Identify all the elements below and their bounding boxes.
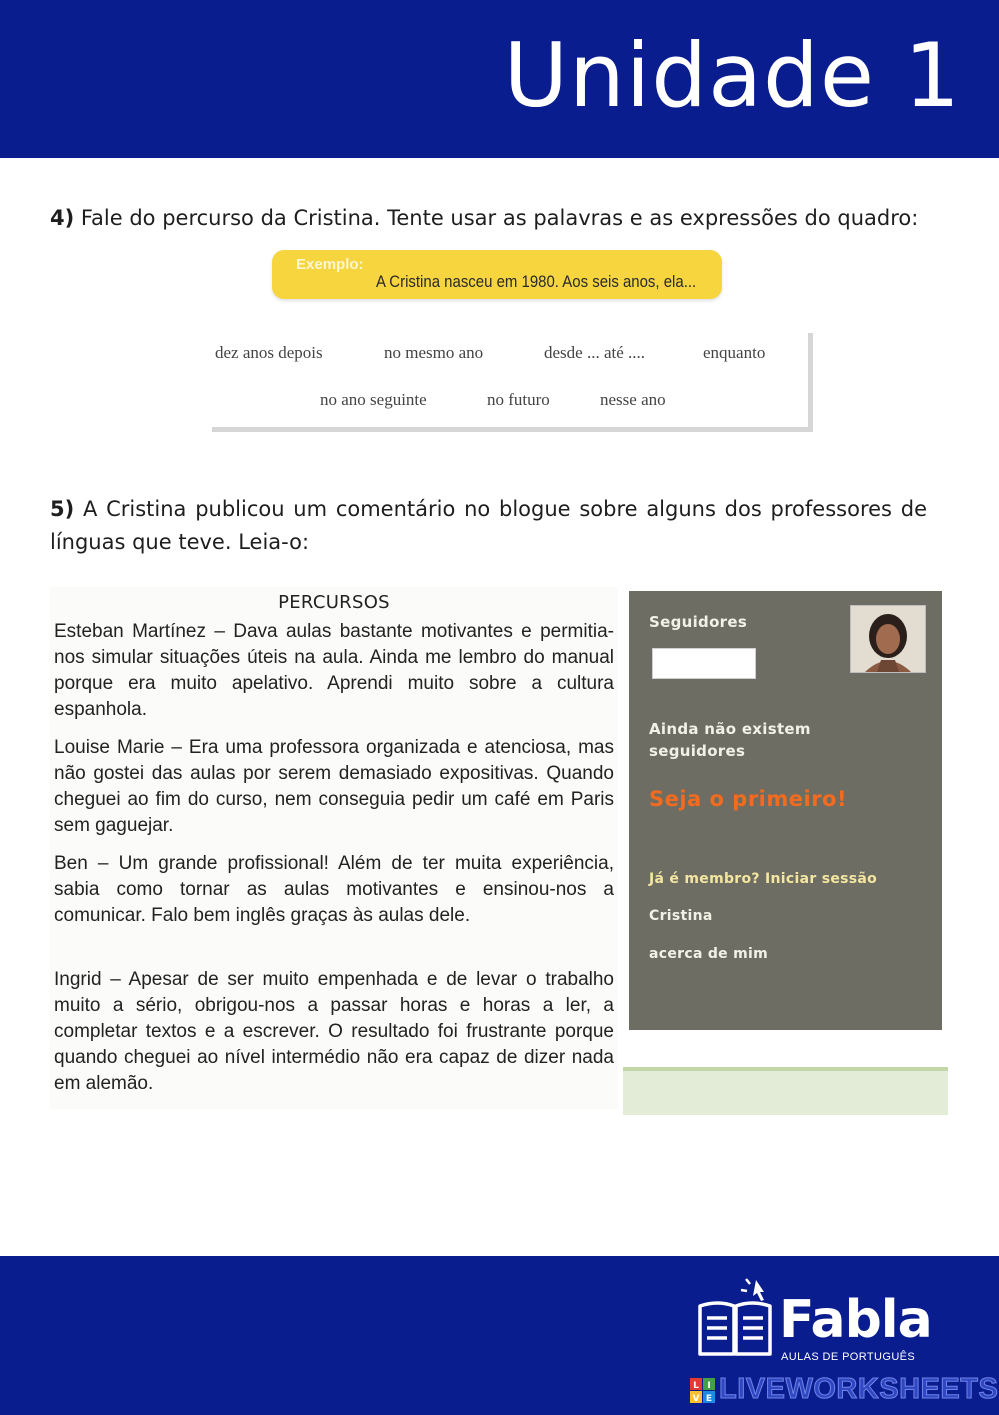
question-4 bbox=[50, 202, 930, 235]
word-item: desde ... até .... bbox=[544, 343, 646, 362]
example-label: Exemplo: bbox=[296, 256, 364, 273]
question-5 bbox=[50, 493, 927, 559]
question-4-number: 4) bbox=[50, 206, 75, 230]
blog-sidebar bbox=[629, 591, 942, 1030]
reading-paragraph: Esteban Martínez – Dava aulas bastante motivantes e permitia-nos simular situações úteis na aula. Ainda me lembro do manual porque era muito apelativo. Aprendi muito sobre a cultura espanhola. bbox=[54, 621, 614, 720]
profile-name-link[interactable]: Cristina bbox=[649, 908, 713, 924]
book-logo-icon bbox=[694, 1276, 776, 1362]
question-5-text: A Cristina publicou um comentário no blogue sobre alguns dos professores de línguas que teve. Leia-o: bbox=[50, 497, 927, 554]
no-followers-line-1: Ainda não existem bbox=[649, 720, 811, 738]
followers-box bbox=[652, 648, 756, 679]
page-title: Unidade 1 bbox=[503, 24, 961, 127]
word-item: enquanto bbox=[703, 343, 766, 362]
badge-letter: I bbox=[707, 1381, 711, 1391]
word-box bbox=[212, 333, 813, 432]
reading-title: PERCURSOS bbox=[278, 592, 390, 613]
login-link[interactable]: Já é membro? Iniciar sessão bbox=[649, 871, 878, 887]
be-first-link[interactable]: Seja o primeiro! bbox=[649, 787, 848, 811]
followers-label: Seguidores bbox=[649, 613, 748, 631]
avatar bbox=[850, 605, 926, 673]
example-banner bbox=[272, 250, 722, 299]
liveworksheets-logo-icon bbox=[690, 1378, 716, 1404]
word-item: no ano seguinte bbox=[320, 390, 427, 409]
badge-letter: E bbox=[705, 1394, 713, 1404]
example-text: A Cristina nasceu em 1980. Aos seis anos, ela... bbox=[376, 272, 697, 291]
no-followers-line-2: seguidores bbox=[649, 742, 746, 760]
question-5-number: 5) bbox=[50, 497, 75, 521]
brand-name: Fabla bbox=[779, 1290, 932, 1350]
about-me-link[interactable]: acerca de mim bbox=[649, 946, 769, 962]
word-item: no mesmo ano bbox=[384, 343, 484, 362]
liveworksheets-watermark: LIVEWORKSHEETS bbox=[719, 1373, 999, 1405]
reading-paragraph: Ben – Um grande profissional! Além de ter muita experiência, sabia como tornar as aulas motivantes e ensinou-nos a comunicar. Falo bem inglês graças às aulas dele. bbox=[54, 853, 614, 926]
badge-letter: V bbox=[692, 1394, 700, 1404]
reading-paragraph: Louise Marie – Era uma professora organizada e atenciosa, mas não gostei das aulas por serem demasiado expositivas. Quando cheguei ao fim do curso, nem conseguia pedir um café em Paris sem gaguejar. bbox=[54, 737, 614, 836]
reading-text bbox=[50, 587, 618, 1109]
header-band bbox=[0, 0, 999, 158]
word-item: dez anos depois bbox=[215, 343, 323, 362]
brand-tagline: AULAS DE PORTUGUÊS bbox=[781, 1351, 916, 1363]
word-item: nesse ano bbox=[600, 390, 666, 409]
badge-letter: L bbox=[693, 1381, 699, 1391]
word-item: no futuro bbox=[487, 390, 550, 409]
sidebar-footer-strip bbox=[623, 1067, 948, 1115]
question-4-text: Fale do percurso da Cristina. Tente usar as palavras e as expressões do quadro: bbox=[74, 206, 919, 230]
reading-paragraph: Ingrid – Apesar de ser muito empenhada e de levar o trabalho muito a sério, obrigou-nos a passar horas e horas a ler, a completar textos e a escrever. O resultado foi frustrante porque quando cheguei ao nível intermédio não era capaz de dizer nada em alemão. bbox=[54, 969, 614, 1094]
